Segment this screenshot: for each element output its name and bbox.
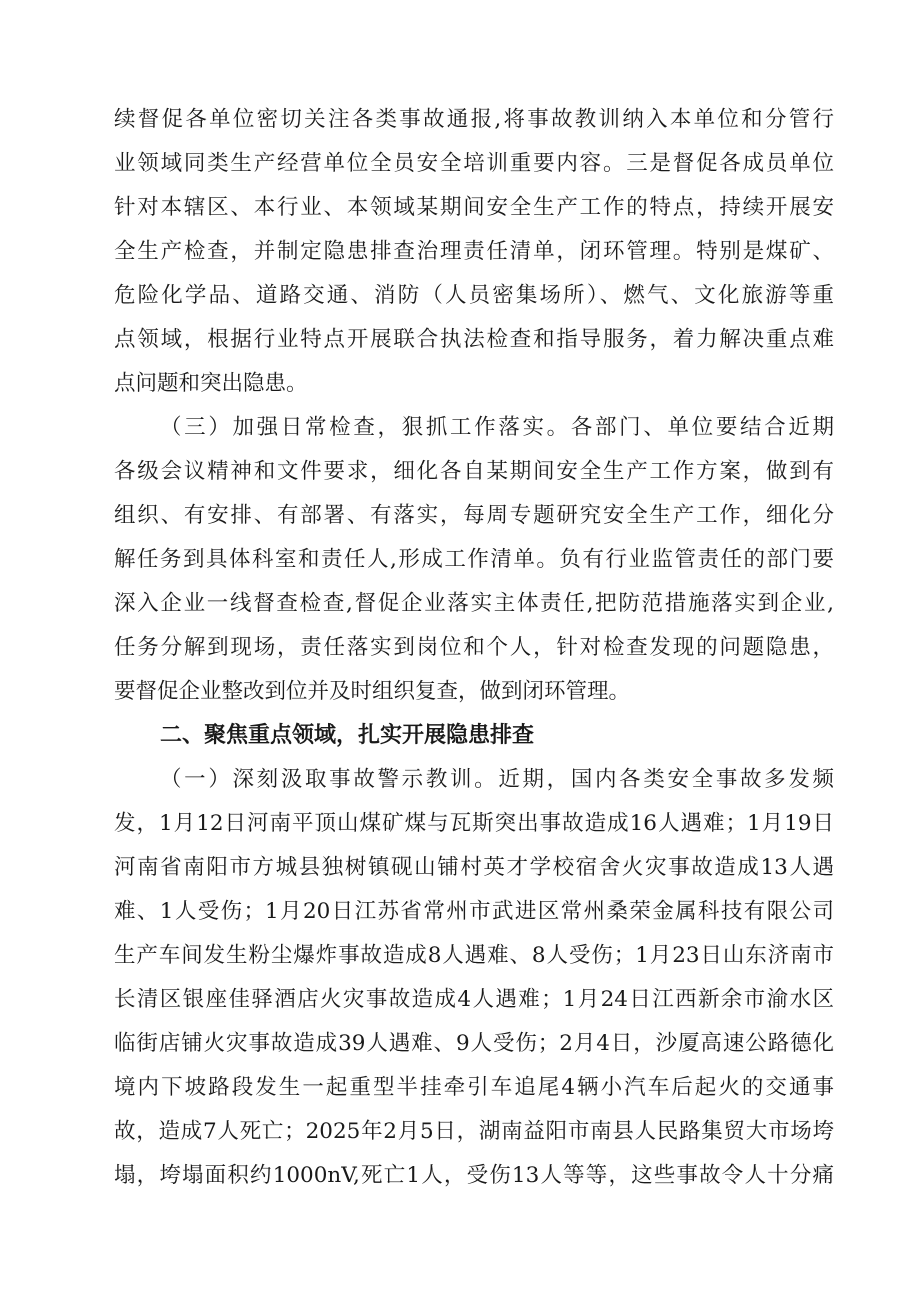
paragraph-line: 发，1月12日河南平顶山煤矿煤与瓦斯突出事故造成16人遇难；1月19日 <box>114 811 834 836</box>
paragraph-line: 续督促各单位密切关注各类事故通报,将事故教训纳入本单位和分管行 <box>114 107 834 132</box>
paragraph-line: 全生产检查，并制定隐患排查治理责任清单，闭环管理。特别是煤矿、 <box>114 239 834 264</box>
paragraph-line: 生产车间发生粉尘爆炸事故造成8人遇难、8人受伤；1月23日山东济南市 <box>114 943 834 968</box>
paragraph-line: 任务分解到现场，责任落实到岗位和个人，针对检查发现的问题隐患， <box>114 635 834 660</box>
paragraph-line: 临街店铺火灾事故造成39人遇难、9人受伤；2月4日，沙厦高速公路德化 <box>114 1031 834 1056</box>
paragraph-line: 各级会议精神和文件要求，细化各自某期间安全生产工作方案，做到有 <box>114 459 834 484</box>
paragraph-line: 点问题和突出隐患。 <box>114 371 308 396</box>
paragraph-line: 针对本辖区、本行业、本领域某期间安全生产工作的特点，持续开展安 <box>114 195 834 220</box>
paragraph-line: 境内下坡路段发生一起重型半挂牵引车追尾4辆小汽车后起火的交通事 <box>114 1075 834 1100</box>
paragraph-line: 业领域同类生产经营单位全员安全培训重要内容。三是督促各成员单位 <box>114 151 834 176</box>
paragraph-line: 河南省南阳市方城县独树镇砚山铺村英才学校宿舍火灾事故造成13人遇 <box>114 855 834 880</box>
paragraph-line: 深入企业一线督查检查,督促企业落实主体责任,把防范措施落实到企业, <box>114 591 834 616</box>
paragraph-line: 点领域，根据行业特点开展联合执法检查和指导服务，着力解决重点难 <box>114 327 834 352</box>
paragraph-line: 要督促企业整改到位并及时组织复查，做到闭环管理。 <box>114 679 631 704</box>
paragraph-line: 故，造成7人死亡；2025年2月5日，湖南益阳市南县人民路集贸大市场垮 <box>114 1119 834 1144</box>
section-heading: 二、聚焦重点领域，扎实开展隐患排查 <box>160 723 535 748</box>
paragraph-line: 组织、有安排、有部署、有落实，每周专题研究安全生产工作，细化分 <box>114 503 834 528</box>
paragraph-line: 难、1人受伤；1月20日江苏省常州市武进区常州桑荣金属科技有限公司 <box>114 899 834 924</box>
paragraph-line: 塌，垮塌面积约1000nV,死亡1人，受伤13人等等，这些事故令人十分痛 <box>114 1163 834 1188</box>
paragraph-line: （三）加强日常检查，狠抓工作落实。各部门、单位要结合近期 <box>160 415 834 440</box>
paragraph-line: 解任务到具体科室和责任人,形成工作清单。负有行业监管责任的部门要 <box>114 547 834 572</box>
paragraph-line: （一）深刻汲取事故警示教训。近期，国内各类安全事故多发频 <box>160 767 834 792</box>
paragraph-line: 长清区银座佳驿酒店火灾事故造成4人遇难；1月24日江西新余市渝水区 <box>114 987 834 1012</box>
paragraph-line: 危险化学品、道路交通、消防（人员密集场所）、燃气、文化旅游等重 <box>114 283 834 308</box>
